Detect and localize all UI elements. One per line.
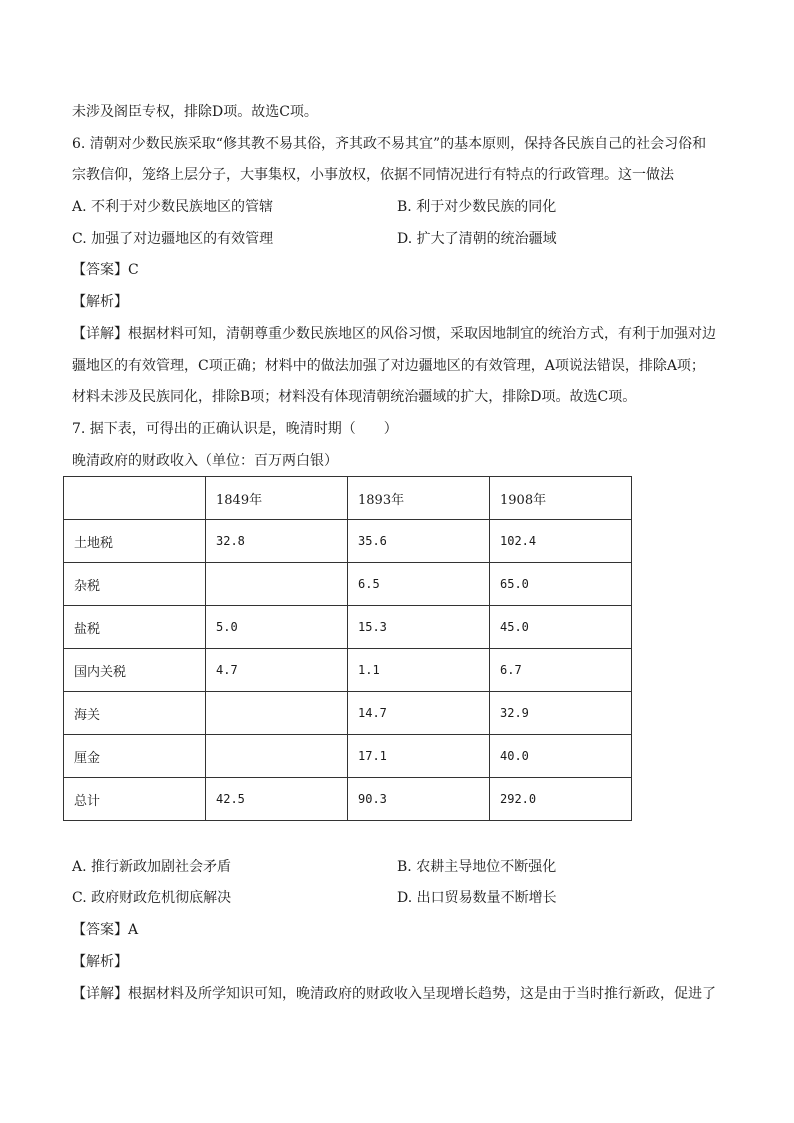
table-cell [206,735,348,778]
q7-table-caption: 晚清政府的财政收入（单位：百万两白银） [72,453,338,469]
table-cell: 1.1 [348,649,490,692]
table-cell: 40.0 [490,735,632,778]
table-row [64,520,632,563]
q7-option-d: D. 出口贸易数量不断增长 [397,890,557,906]
table-cell: 292.0 [490,778,632,821]
table-row [64,563,632,606]
table-cell: 15.3 [348,606,490,649]
q7-option-a: A. 推行新政加剧社会矛盾 [72,859,232,875]
q6-stem-line-2: 宗教信仰，笼络上层分子，大事集权，小事放权，依据不同情况进行有特点的行政管理。这一做法 [72,167,674,183]
table-cell [206,692,348,735]
q7-analysis-label: 【解析】 [72,954,128,970]
table-cell: 35.6 [348,520,490,563]
q7-stem: 7. 据下表，可得出的正确认识是，晚清时期（ ） [72,421,398,437]
q6-answer: 【答案】C [72,262,139,278]
table-cell: 6.7 [490,649,632,692]
table-header-cell: 1849年 [206,477,348,520]
table-row-label: 盐税 [64,606,206,649]
table-cell: 90.3 [348,778,490,821]
table-cell: 14.7 [348,692,490,735]
table-row [64,606,632,649]
q6-stem-line-1: 6. 清朝对少数民族采取“修其教不易其俗，齐其政不易其宜”的基本原则，保持各民族自己的社会习俗和 [72,136,707,152]
q6-detail-line-2: 疆地区的有效管理，C项正确；材料中的做法加强了对边疆地区的有效管理，A项说法错误，排除A项； [72,358,705,374]
q6-detail-line-3: 材料未涉及民族同化，排除B项；材料没有体现清朝统治疆域的扩大，排除D项。故选C项。 [72,389,637,405]
table-cell: 45.0 [490,606,632,649]
table-header-cell: 1908年 [490,477,632,520]
table-cell: 5.0 [206,606,348,649]
table-cell: 32.9 [490,692,632,735]
table-cell: 4.7 [206,649,348,692]
table-cell: 65.0 [490,563,632,606]
q6-analysis-label: 【解析】 [72,294,128,310]
q6-option-b: B. 利于对少数民族的同化 [397,199,557,215]
table-row [64,735,632,778]
table-row-label: 海关 [64,692,206,735]
revenue-table [63,476,632,821]
table-cell: 17.1 [348,735,490,778]
q7-answer: 【答案】A [72,922,139,938]
q7-option-b: B. 农耕主导地位不断强化 [397,859,557,875]
table-row [64,778,632,821]
q7-detail-line-1: 【详解】根据材料及所学知识可知，晚清政府的财政收入呈现增长趋势，这是由于当时推行新政，促进了 [72,986,716,1002]
table-cell [206,563,348,606]
table-row-label: 国内关税 [64,649,206,692]
q6-option-a: A. 不利于对少数民族地区的管辖 [72,199,274,215]
q6-option-c: C. 加强了对边疆地区的有效管理 [72,231,274,247]
table-row [64,692,632,735]
table-header-cell: 1893年 [348,477,490,520]
table-header-row [64,477,632,520]
table-row-label: 总计 [64,778,206,821]
q6-detail-line-1: 【详解】根据材料可知，清朝尊重少数民族地区的风俗习惯，采取因地制宜的统治方式，有利于加强对边 [72,326,716,342]
table-cell: 6.5 [348,563,490,606]
table-row [64,649,632,692]
table-header-cell [64,477,206,520]
table-cell: 102.4 [490,520,632,563]
table-row-label: 土地税 [64,520,206,563]
table-row-label: 杂税 [64,563,206,606]
q7-option-c: C. 政府财政危机彻底解决 [72,890,232,906]
q6-option-d: D. 扩大了清朝的统治疆域 [397,231,557,247]
table-row-label: 厘金 [64,735,206,778]
table-cell: 32.8 [206,520,348,563]
table-cell: 42.5 [206,778,348,821]
q5-tail: 未涉及阁臣专权，排除D项。故选C项。 [72,104,318,120]
